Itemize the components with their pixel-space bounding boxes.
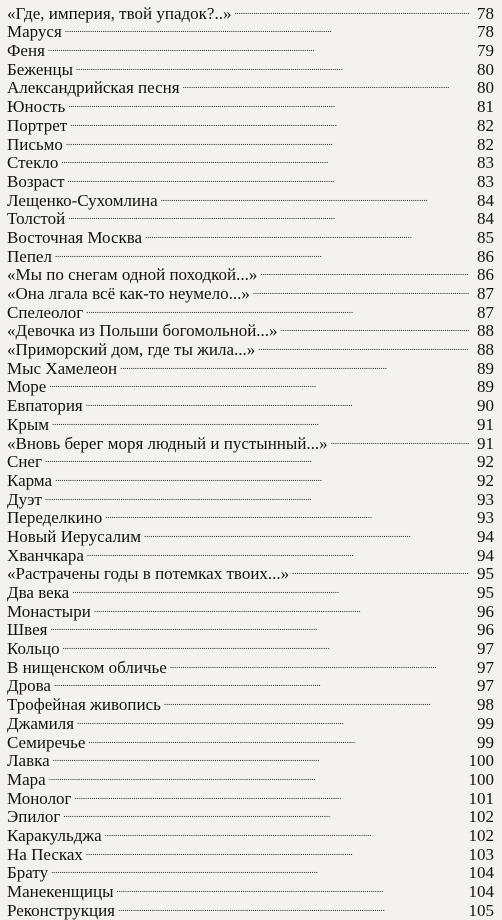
- toc-entry-page-number: 97: [477, 657, 494, 677]
- toc-entry-title: Море: [7, 377, 47, 397]
- toc-entry-page-number: 103: [468, 844, 494, 864]
- toc-entry-page-number: 86: [477, 246, 494, 266]
- toc-entry-title: Новый Иерусалим: [7, 526, 141, 546]
- dot-leader: [55, 243, 469, 262]
- toc-entry-title: Мыс Хамелеон: [7, 358, 118, 378]
- toc-entry-title: Кольцо: [7, 639, 60, 659]
- toc-entry-title: Швея: [7, 620, 48, 640]
- toc-entry-page-number: 102: [468, 825, 494, 845]
- toc-entry: [7, 411, 494, 434]
- toc-entry: [7, 486, 494, 509]
- toc-entry: [7, 729, 494, 752]
- dot-leader: [105, 822, 466, 841]
- toc-entry-title: На Песках: [7, 844, 83, 864]
- toc-entry: [7, 785, 494, 808]
- toc-entry: [7, 37, 494, 61]
- toc-entry-title: «Она лгала всё как-то неумело...»: [7, 284, 250, 303]
- dot-leader: [63, 635, 469, 654]
- toc-entry-title: Маруся: [7, 22, 62, 42]
- dot-leader: [49, 374, 469, 393]
- dot-leader: [68, 93, 469, 112]
- toc-entry-title: Семиречье: [7, 732, 86, 752]
- dot-leader: [161, 187, 469, 206]
- toc-entry: [7, 561, 494, 584]
- toc-entry-title: Крым: [7, 414, 50, 434]
- toc-entry-page-number: 100: [468, 769, 494, 789]
- dot-leader: [61, 150, 469, 169]
- dot-leader: [50, 617, 469, 636]
- toc-entry-page-number: 93: [477, 508, 494, 528]
- toc-entry-title: Лещенко-Сухомлина: [7, 190, 158, 210]
- dot-leader: [70, 112, 469, 131]
- toc-entry-title: Портрет: [7, 115, 68, 135]
- toc-entry-page-number: 96: [477, 620, 494, 640]
- toc-entry-page-number: 88: [477, 340, 494, 360]
- toc-entry-page-number: 88: [477, 321, 494, 341]
- dot-leader: [105, 505, 469, 524]
- toc-entry-page-number: 92: [477, 452, 494, 472]
- toc-entry-title: Феня: [7, 41, 45, 61]
- toc-entry-page-number: 92: [477, 470, 494, 490]
- dot-leader: [94, 598, 469, 617]
- dot-leader: [68, 206, 469, 225]
- dot-leader: [86, 392, 469, 411]
- toc-entry-title: Пепел: [7, 246, 52, 266]
- toc-entry-title: «Девочка из Польши богомольной...»: [7, 321, 278, 341]
- dot-leader: [87, 542, 469, 561]
- toc-entry-page-number: 93: [477, 489, 494, 509]
- toc-entry: [7, 187, 494, 210]
- dot-leader: [258, 336, 469, 355]
- toc-entry-page-number: 97: [477, 676, 494, 696]
- toc-entry: [7, 598, 494, 621]
- dot-leader: [48, 37, 469, 56]
- toc-entry: [7, 654, 494, 677]
- dot-leader: [117, 878, 466, 897]
- toc-entry: [7, 206, 494, 229]
- dot-leader: [120, 355, 469, 374]
- dot-leader: [145, 224, 469, 243]
- toc-entry: [7, 150, 494, 173]
- toc-entry: [7, 430, 494, 453]
- toc-entry-title: Толстой: [7, 209, 66, 229]
- toc-entry-page-number: 99: [477, 732, 494, 752]
- toc-entry-page-number: 101: [468, 788, 494, 808]
- toc-entry-page-number: 87: [477, 284, 494, 303]
- dot-leader: [54, 673, 469, 692]
- toc-entry-title: Два века: [7, 583, 70, 602]
- dot-leader: [234, 0, 469, 19]
- toc-entry-page-number: 80: [477, 59, 494, 79]
- dot-leader: [164, 691, 469, 710]
- dot-leader: [77, 710, 469, 729]
- toc-entry-title: Брату: [7, 863, 49, 883]
- toc-entry-page-number: 84: [477, 209, 494, 229]
- toc-entry-title: «Приморский дом, где ты жила...»: [7, 340, 256, 360]
- toc-entry-title: Трофейная живопись: [7, 695, 161, 715]
- toc-entry-page-number: 94: [477, 526, 494, 546]
- dot-leader: [72, 579, 469, 598]
- toc-entry: [7, 467, 494, 490]
- toc-entry-title: Карма: [7, 470, 53, 490]
- toc-entry-title: Письмо: [7, 134, 63, 154]
- toc-entry-page-number: 104: [468, 863, 494, 883]
- dot-leader: [292, 561, 469, 580]
- toc-entry-title: Каракульджа: [7, 825, 102, 845]
- toc-entry: [7, 75, 494, 98]
- toc-entry: [7, 243, 494, 266]
- toc-entry-title: Эпилог: [7, 807, 61, 827]
- toc-entry-page-number: 100: [468, 751, 494, 771]
- toc-entry-page-number: 96: [477, 601, 494, 621]
- dot-leader: [53, 748, 466, 767]
- toc-entry-title: Манекенщицы: [7, 882, 114, 901]
- toc-entry: [7, 673, 494, 696]
- dot-leader: [63, 804, 465, 823]
- toc-entry: [7, 93, 494, 117]
- toc-entry-page-number: 87: [477, 302, 494, 322]
- dot-leader: [65, 19, 469, 38]
- toc-entry-page-number: 78: [477, 22, 494, 42]
- toc-entry-page-number: 91: [477, 414, 494, 434]
- toc-entry: [7, 318, 494, 341]
- toc-entry: [7, 374, 494, 397]
- dot-leader: [144, 523, 469, 542]
- toc-entry-title: Александрийская песня: [7, 78, 180, 98]
- toc-entry-page-number: 89: [477, 358, 494, 378]
- toc-entry: [7, 710, 494, 733]
- toc-entry: [7, 878, 494, 901]
- toc-entry-page-number: 83: [477, 153, 494, 173]
- dot-leader: [86, 841, 466, 860]
- dot-leader: [281, 318, 469, 337]
- toc-entry-page-number: 94: [477, 545, 494, 565]
- dot-leader: [86, 299, 469, 318]
- toc-entry: [7, 262, 494, 285]
- toc-entry-page-number: 85: [477, 227, 494, 247]
- toc-entry-title: Реконструкция: [7, 900, 116, 920]
- toc-entry-title: Монастыри: [7, 601, 91, 621]
- toc-entry-page-number: 91: [477, 433, 494, 453]
- toc-entry-title: Мара: [7, 769, 46, 789]
- toc-entry-page-number: 105: [468, 900, 494, 920]
- toc-entry-page-number: 79: [477, 41, 494, 61]
- toc-entry: [7, 505, 494, 528]
- toc-entry: [7, 766, 494, 789]
- toc-entry: [7, 224, 494, 247]
- toc-entry-title: Дрова: [7, 676, 51, 696]
- toc-entry: [7, 112, 494, 135]
- dot-leader: [331, 430, 469, 449]
- toc-entry-page-number: 95: [477, 583, 494, 602]
- toc-entry-page-number: 86: [477, 265, 494, 285]
- toc-entry-title: «Мы по снегам одной походкой...»: [7, 265, 258, 285]
- dot-leader: [88, 729, 469, 748]
- toc-entry-title: Спелеолог: [7, 302, 84, 322]
- toc-entry-title: «Где, империя, твой упадок?..»: [7, 3, 232, 23]
- dot-leader: [76, 56, 469, 75]
- dot-leader: [68, 168, 469, 187]
- toc-entry-title: «Растрачены годы в потемках твоих...»: [7, 564, 290, 584]
- dot-leader: [183, 75, 469, 94]
- toc-entry-title: Дуэт: [7, 489, 42, 509]
- dot-leader: [45, 449, 469, 468]
- toc-entry-page-number: 99: [477, 713, 494, 733]
- toc-entry-title: Джамиля: [7, 713, 75, 733]
- dot-leader: [45, 486, 469, 505]
- toc-entry-page-number: 98: [477, 695, 494, 715]
- toc-entry-page-number: 104: [468, 882, 494, 901]
- toc-entry-title: «Вновь берег моря людный и пустынный...»: [7, 433, 328, 453]
- toc-entry-title: Снег: [7, 452, 42, 472]
- toc-entry: [7, 131, 494, 154]
- toc-entry: [7, 804, 494, 827]
- toc-entry-title: Хванчкара: [7, 545, 84, 565]
- toc-entry: [7, 392, 494, 416]
- toc-entry-page-number: 89: [477, 377, 494, 397]
- toc-entry-page-number: 84: [477, 190, 494, 210]
- toc-entry-page-number: 90: [477, 396, 494, 416]
- toc-entry-title: Беженцы: [7, 59, 73, 79]
- dot-leader: [75, 785, 466, 804]
- dot-leader: [66, 131, 469, 150]
- toc-entry: [7, 860, 494, 883]
- toc-entry-page-number: 80: [477, 78, 494, 98]
- toc-entry: [7, 691, 494, 715]
- toc-entry: [7, 56, 494, 79]
- toc-entry: [7, 748, 494, 771]
- toc-entry: [7, 0, 494, 23]
- dot-leader: [55, 467, 469, 486]
- toc-entry-title: Евпатория: [7, 396, 83, 416]
- toc-entry: [7, 336, 494, 360]
- toc-entry-title: Монолог: [7, 788, 72, 808]
- toc-entry-page-number: 81: [477, 97, 494, 117]
- toc-entry-title: Возраст: [7, 171, 65, 191]
- toc-entry-title: Стекло: [7, 153, 59, 173]
- dot-leader: [51, 860, 465, 879]
- toc-entry: [7, 19, 494, 42]
- toc-entry: [7, 168, 494, 191]
- toc-entry-page-number: 82: [477, 134, 494, 154]
- toc-entry-page-number: 95: [477, 564, 494, 584]
- toc-entry: [7, 579, 494, 602]
- toc-entry-page-number: 78: [477, 3, 494, 23]
- toc-entry-title: Переделкино: [7, 508, 103, 528]
- dot-leader: [170, 654, 469, 673]
- toc-entry: [7, 523, 494, 546]
- dot-leader: [253, 280, 469, 299]
- toc-entry: [7, 635, 494, 659]
- toc-entry: [7, 617, 494, 640]
- toc-entry-page-number: 82: [477, 115, 494, 135]
- toc-entry: [7, 449, 494, 472]
- dot-leader: [260, 262, 469, 281]
- toc-entry-page-number: 102: [468, 807, 494, 827]
- dot-leader: [52, 411, 469, 430]
- toc-entry-title: В нищенском обличье: [7, 657, 167, 677]
- toc-entry-page-number: 97: [477, 639, 494, 659]
- toc-entry-title: Лавка: [7, 751, 50, 771]
- table-of-contents: [7, 0, 494, 920]
- toc-entry-page-number: 83: [477, 171, 494, 191]
- toc-entry: [7, 822, 494, 845]
- toc-entry-title: Юность: [7, 97, 66, 117]
- dot-leader: [49, 766, 466, 785]
- toc-entry-title: Восточная Москва: [7, 227, 143, 247]
